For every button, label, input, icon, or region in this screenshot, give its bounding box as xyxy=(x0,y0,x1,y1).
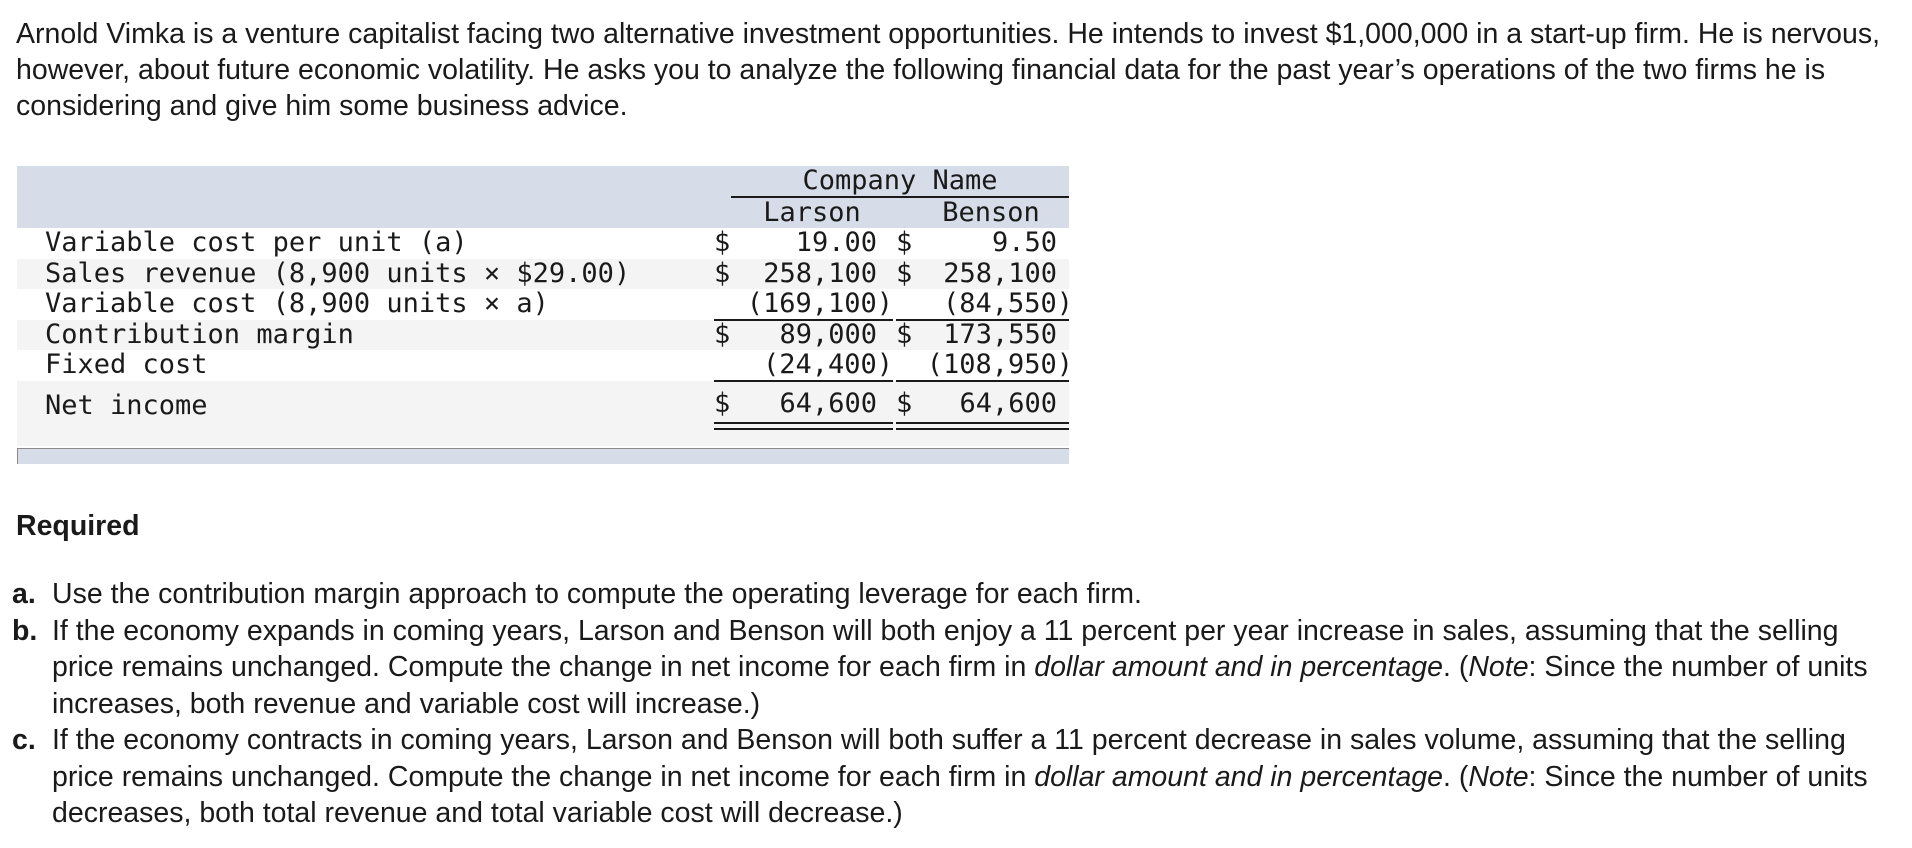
requirement-text: If the economy expands in coming years, Larson and Benson will both enjoy a 11 percent per year increase in sales, assuming that the selling price remains unchanged. Compute the change in net income for each firm in xyxy=(52,614,1839,683)
requirement-text: . ( xyxy=(1443,760,1469,793)
requirement-text: If the economy contracts in coming years, Larson and Benson will both suffer a 11 percent decrease in sales volume, assuming that the selling price remains unchanged. Compute the change in net income for each firm in xyxy=(52,724,1846,793)
larson-value: 19.00 xyxy=(795,227,877,258)
larson-value: (24,400) xyxy=(762,349,893,380)
row-label: Contribution margin xyxy=(45,319,354,350)
requirements-list xyxy=(12,576,1902,832)
requirement-text: . ( xyxy=(1443,651,1469,683)
subtotal-rule xyxy=(714,380,893,382)
currency-symbol: $ xyxy=(714,258,731,289)
requirement-letter: a. xyxy=(12,578,36,610)
required-heading: Required xyxy=(16,510,140,542)
row-label: Fixed cost xyxy=(45,349,208,380)
currency-symbol: $ xyxy=(896,319,913,350)
company-name-header: Company Name xyxy=(802,165,998,196)
emphasis-text: dollar amount and in percentage xyxy=(1034,760,1444,793)
total-double-rule xyxy=(714,422,893,430)
requirement-text: : Since the number of units increases, both revenue and variable cost will increase.) xyxy=(52,651,1868,720)
currency-symbol: $ xyxy=(714,319,731,350)
requirement-item xyxy=(12,613,1902,723)
larson-value: 89,000 xyxy=(779,319,877,350)
currency-symbol: $ xyxy=(896,227,913,258)
row-label: Net income xyxy=(45,390,208,421)
larson-value: (169,100) xyxy=(746,288,893,319)
emphasis-text: dollar amount and in percentage xyxy=(1034,651,1444,683)
note-word: Note xyxy=(1468,651,1529,683)
currency-symbol: $ xyxy=(714,227,731,258)
larson-value: 258,100 xyxy=(763,258,877,289)
financial-data-table xyxy=(17,165,1073,463)
requirement-letter: c. xyxy=(12,724,36,756)
note-word: Note xyxy=(1468,760,1529,793)
requirement-text: Use the contribution margin approach to compute the operating leverage for each firm. xyxy=(52,578,1142,610)
benson-value: 9.50 xyxy=(991,227,1057,258)
currency-symbol: $ xyxy=(896,258,913,289)
column-header-benson: Benson xyxy=(942,197,1040,228)
benson-value: (84,550) xyxy=(942,288,1073,319)
total-double-rule xyxy=(896,422,1069,430)
row-label: Sales revenue (8,900 units × $29.00) xyxy=(45,258,631,289)
larson-value: 64,600 xyxy=(779,388,877,419)
requirement-item xyxy=(12,722,1902,832)
requirement-item xyxy=(12,576,1902,613)
currency-symbol: $ xyxy=(896,388,913,419)
row-label: Variable cost (8,900 units × a) xyxy=(45,288,549,319)
row-label: Variable cost per unit (a) xyxy=(45,227,468,258)
problem-intro: Arnold Vimka is a venture capitalist facing two alternative investment opportunities. He intends to invest $1,000,000 in a start-up firm. He is nervous, however, about future economic volatility. He asks you to analyze the following financial data for the past year’s operations of the two firms he is considering and give him some business advice. xyxy=(16,18,1881,122)
table-footer-bar xyxy=(17,448,1069,464)
subtotal-rule xyxy=(896,380,1069,382)
requirement-letter: b. xyxy=(12,614,38,647)
benson-value: 173,550 xyxy=(943,319,1057,350)
benson-value: 258,100 xyxy=(943,258,1057,289)
benson-value: 64,600 xyxy=(959,388,1057,419)
currency-symbol: $ xyxy=(714,388,731,419)
requirement-text: : Since the number of units decreases, both total revenue and total variable cost will decrease.) xyxy=(52,760,1868,829)
column-header-larson: Larson xyxy=(763,197,861,228)
benson-value: (108,950) xyxy=(926,349,1073,380)
